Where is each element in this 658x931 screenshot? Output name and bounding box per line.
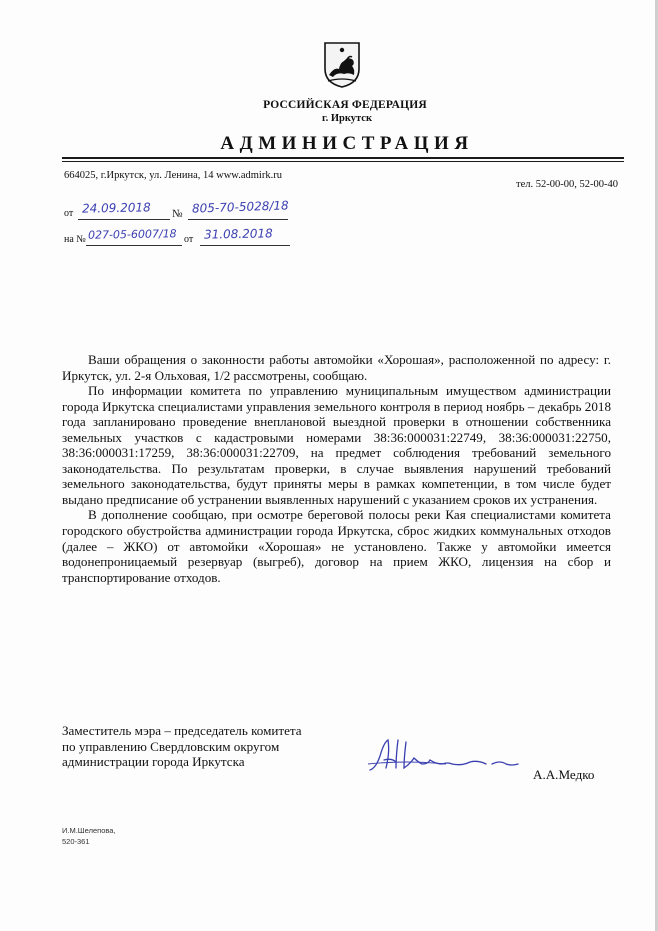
outgoing-number: 805-70-5028/18: [191, 198, 289, 216]
letter-body: [62, 352, 611, 585]
signer-name: А.А.Медко: [533, 767, 595, 782]
signature-position: [62, 723, 302, 770]
signature-position-line: администрации города Иркутска: [62, 754, 245, 770]
incoming-number-underline: [86, 245, 182, 246]
header-address: 664025, г.Иркутск, ул. Ленина, 14 www.admirk.ru: [64, 170, 282, 181]
irkutsk-coat-of-arms-icon: [322, 41, 362, 89]
body-paragraph: По информации комитета по управлению муниципальным имуществом администрации города Иркутска специалистами управления земельного контроля в период ноябрь – декабрь 2018 года запланировано проведение внеплановой выездной проверки в отношении собственника земельных участков с кадастровыми номерами 38:36:000031:22749, 38:36:000031:22750, 38:36:000031:17259, 38:36:000031:22709, на предмет соблюдения требований земельного законодательства. По результатам проверки, в случае выявления нарушений требований земельного законодательства, будут приняты меры в рамках компетенции, в том числе будет выдано предписание об устранении выявленных нарушений с указанием сроков их устранения.: [62, 383, 611, 507]
incoming-number-label: на №: [64, 234, 86, 245]
body-paragraph: Ваши обращения о законности работы автомойки «Хорошая», расположенной по адресу: г. Иркутск, ул. 2-я Ольховая, 1/2 рассмотрены, сообщаю.: [62, 352, 611, 383]
header-city: г. Иркутск: [322, 113, 372, 124]
incoming-date: 31.08.2018: [203, 226, 273, 242]
outgoing-date: 24.09.2018: [81, 200, 151, 216]
header-organization: АДМИНИСТРАЦИЯ: [220, 133, 474, 154]
outgoing-date-label: от: [64, 208, 74, 219]
outgoing-date-underline: [78, 219, 170, 220]
handwritten-signature-icon: [366, 734, 526, 778]
body-paragraph: В дополнение сообщаю, при осмотре береговой полосы реки Кая специалистами комитета городского обустройства администрации города Иркутска, сброс жидких коммунальных отходов (далее – ЖКО) от автомойки «Хорошая» не установлено. Также у автомойки имеется водонепроницаемый резервуар (выгреб), договор на прием ЖКО, лицензия на сбор и транспортирование отходов.: [62, 507, 611, 585]
executor-phone: 520-361: [62, 837, 90, 846]
header-rule-thin: [62, 161, 624, 162]
header-rule-thick: [62, 157, 624, 159]
signature-position-line: Заместитель мэра – председатель комитета: [62, 723, 302, 738]
executor-name: И.М.Шелепова,: [62, 826, 116, 835]
outgoing-number-label: №: [172, 208, 183, 220]
incoming-date-label: от: [184, 234, 194, 245]
signature-position-line: по управлению Свердловским округом: [62, 738, 280, 754]
header-phone: тел. 52-00-00, 52-00-40: [516, 179, 618, 190]
incoming-date-underline: [200, 245, 290, 246]
outgoing-number-underline: [188, 219, 288, 220]
header-country: РОССИЙСКАЯ ФЕДЕРАЦИЯ: [263, 99, 427, 111]
incoming-number: 027-05-6007/18: [87, 227, 177, 242]
